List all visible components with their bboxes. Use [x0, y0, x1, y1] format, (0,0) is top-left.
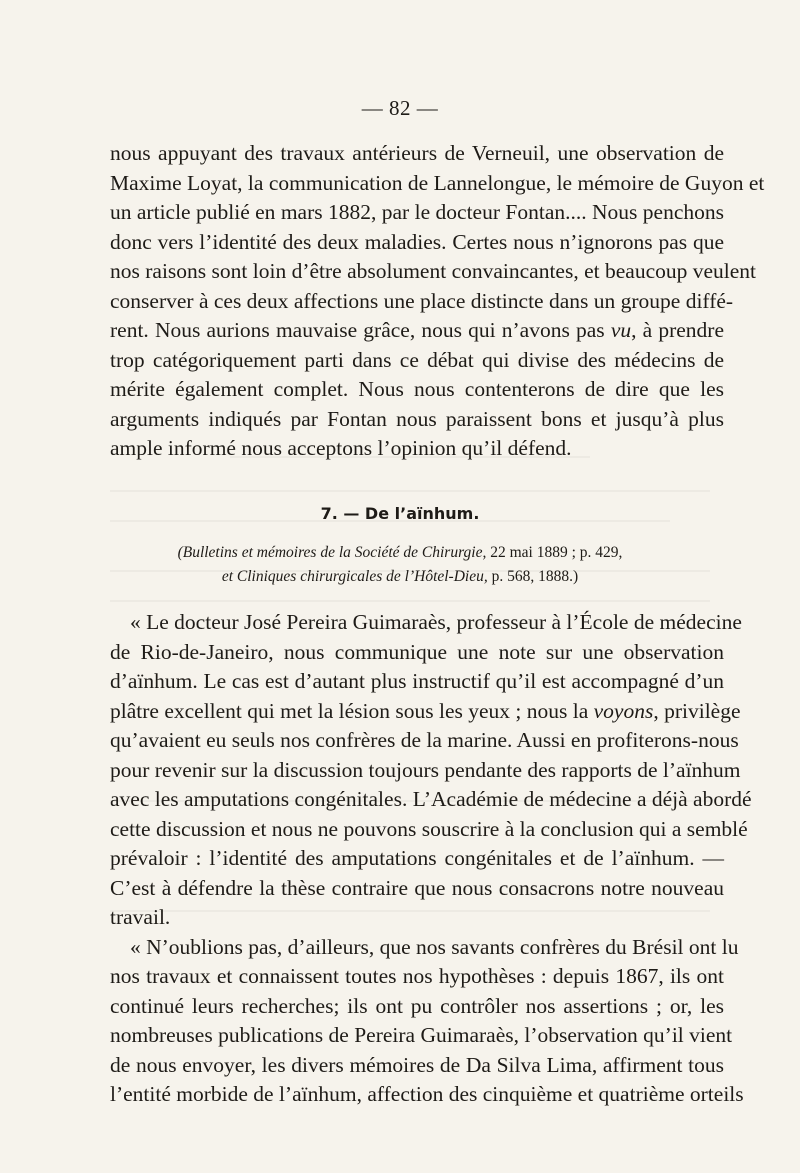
text-line: pour revenir sur la discussion toujours pendante des rapports de l’aïnhum	[110, 758, 741, 782]
text-line: travail.	[110, 905, 171, 929]
text-segment: , à prendre	[631, 318, 724, 342]
text-segment: plâtre excellent qui met la lésion sous les yeux ; nous la	[110, 699, 589, 723]
text-line: qu’avaient eu seuls nos confrères de la marine. Aussi en profiterons-nous	[110, 728, 739, 752]
text-line: prévaloir : l’identité des amputations congénitales et de l’aïnhum. —	[110, 846, 724, 870]
text-line	[110, 317, 724, 343]
text-line: donc vers l’identité des deux maladies. Certes nous n’ignorons pas que	[110, 230, 724, 254]
text-line	[110, 698, 741, 724]
text-line: de nous envoyer, les divers mémoires de Da Silva Lima, affirment tous	[110, 1053, 724, 1077]
emphasis: vu	[610, 318, 632, 342]
citation-details: p. 568, 1888.)	[487, 568, 579, 585]
text-line: trop catégoriquement parti dans ce débat qui divise des médecins de	[110, 348, 724, 372]
text-line: nos travaux et connaissent toutes nos hypothèses : depuis 1867, ils ont	[110, 964, 724, 988]
text-line: Maxime Loyat, la communication de Lannelongue, le mémoire de Guyon et	[110, 171, 765, 195]
text-line: nombreuses publications de Pereira Guimaraès, l’observation qu’il vient	[110, 1023, 733, 1047]
text-line: l’entité morbide de l’aïnhum, affection des cinquième et quatrième orteils	[110, 1082, 744, 1106]
text-line: continué leurs recherches; ils ont pu contrôler nos assertions ; or, les	[110, 994, 724, 1018]
citation-line	[0, 544, 800, 562]
text-segment: , privilège	[653, 699, 741, 723]
text-line: « Le docteur José Pereira Guimaraès, professeur à l’École de médecine	[130, 610, 742, 634]
text-line: nous appuyant des travaux antérieurs de Verneuil, une observation de	[110, 141, 724, 165]
emphasis: voyons	[593, 699, 654, 723]
text-line: mérite également complet. Nous nous contenterons de dire que les	[110, 377, 724, 401]
text-line: avec les amputations congénitales. L’Académie de médecine a déjà abordé	[110, 787, 752, 811]
text-line: conserver à ces deux affections une place distincte dans un groupe diffé-	[110, 289, 734, 313]
text-line: ample informé nous acceptons l’opinion qu’il défend.	[110, 436, 572, 460]
citation-title: (Bulletins et mémoires de la Société de Chirurgie,	[177, 544, 487, 561]
text-line: C’est à défendre la thèse contraire que nous consacrons notre nouveau	[110, 876, 724, 900]
text-line: de Rio-de-Janeiro, nous communique une note sur une observation	[110, 640, 724, 664]
citation-line	[0, 568, 800, 586]
text-line: « N’oublions pas, d’ailleurs, que nos savants confrères du Brésil ont lu	[130, 935, 739, 959]
page-number: — 82 —	[361, 96, 439, 120]
citation-details: 22 mai 1889 ; p. 429,	[486, 544, 623, 561]
text-line: d’aïnhum. Le cas est d’autant plus instructif qu’il est accompagné d’un	[110, 669, 724, 693]
text-line: arguments indiqués par Fontan nous paraissent bons et jusqu’à plus	[110, 407, 724, 431]
text-line: cette discussion et nous ne pouvons souscrire à la conclusion qui a semblé	[110, 817, 748, 841]
text-line: un article publié en mars 1882, par le docteur Fontan.... Nous penchons	[110, 200, 724, 224]
section-heading: 7. — De l’aïnhum.	[320, 504, 480, 523]
text-segment: rent. Nous aurions mauvaise grâce, nous qui n’avons pas	[110, 318, 605, 342]
text-line: nos raisons sont loin d’être absolument convaincantes, et beaucoup veulent	[110, 259, 757, 283]
citation-title: et Cliniques chirurgicales de l’Hôtel-Dieu,	[221, 568, 488, 585]
